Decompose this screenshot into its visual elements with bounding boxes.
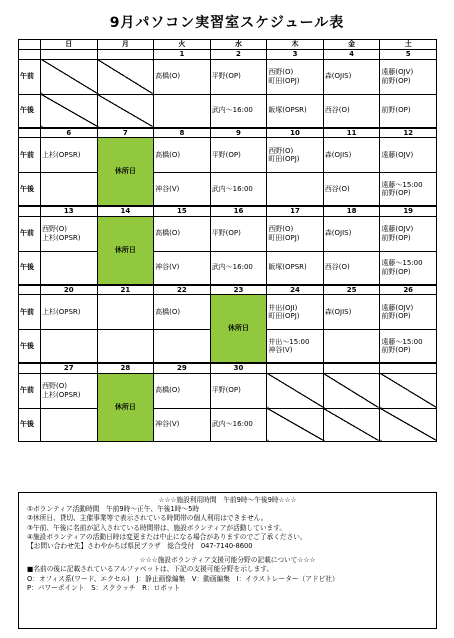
pm-row [19,94,437,128]
schedule-cell [210,94,267,128]
volunteer-entry: 上杉(OPSR) [42,233,81,242]
schedule-cell [380,173,437,207]
weekday-header: 日 [41,40,98,50]
volunteer-entry: 遠藤～15:00 [381,337,423,346]
volunteer-entry: 前野(OP) [381,233,411,242]
volunteer-entry: 西谷(O) [324,106,350,115]
volunteer-entry: 西野(O) [268,68,294,76]
pm-label: 午後 [19,251,41,285]
date-number: 16 [210,206,267,216]
date-number: 22 [154,285,211,295]
weekday-header: 金 [323,40,380,50]
closed-day-cell [210,295,267,364]
date-number [267,363,324,373]
support-item: ■名前の後に記載されているアルファベットは、下記の支援可能分野を示します。 [27,565,274,574]
schedule-cell [41,373,98,408]
schedule-cell [267,216,324,251]
schedule-cell [154,138,211,173]
date-row [19,128,437,138]
date-number: 19 [380,206,437,216]
volunteer-entry: 上杉(OPSR) [42,150,81,159]
weekday-header: 水 [210,40,267,50]
am-row [19,295,437,330]
volunteer-entry: 遠藤～15:00 [381,180,423,189]
date-number: 11 [323,128,380,138]
date-number: 17 [267,206,324,216]
closed-label: 休所日 [114,402,136,411]
volunteer-entry: 森(OJIS) [324,307,352,316]
schedule-cell [210,251,267,285]
volunteer-entry: 遠藤～15:00 [381,259,423,267]
date-number: 30 [210,363,267,373]
am-label: 午前 [19,59,41,94]
volunteer-entry: 高橋(O) [155,229,181,238]
volunteer-entry: 高橋(O) [155,72,181,81]
schedule-table [18,39,437,442]
schedule-cell [380,138,437,173]
row-label-spacer [19,285,41,295]
pm-label: 午後 [19,408,41,441]
volunteer-entry: 西谷(O) [324,184,350,193]
volunteer-entry: 森(OJIS) [324,229,352,238]
schedule-cell [323,251,380,285]
note-item: ④施設ボランティアの活動日時は変更または中止になる場合がありますのでご了承ください。 [27,532,307,541]
schedule-cell [154,373,211,408]
date-number: 18 [323,206,380,216]
pm-label: 午後 [19,330,41,364]
schedule-cell [154,330,211,364]
volunteer-entry: 神谷(V) [155,420,180,429]
date-number: 15 [154,206,211,216]
notes-box [18,492,437,629]
volunteer-entry: 前野(OP) [381,76,411,85]
schedule-cell [154,408,211,441]
volunteer-entry: 飯塚(OPSR) [268,263,307,272]
schedule-cell [41,408,98,441]
schedule-cell [267,138,324,173]
volunteer-entry: 遠藤(OJV) [381,303,414,312]
empty-slot-cell [97,94,154,128]
page-title: 9月パソコン実習室スケジュール表 [109,15,345,31]
weekday-header: 月 [97,40,154,50]
pm-label: 午後 [19,94,41,128]
schedule-cell [210,373,267,408]
pm-label: 午後 [19,173,41,207]
volunteer-entry: 森(OJIS) [324,150,352,159]
note-item: ②休所日、貸切、主催事業等で表示されている時間帯の個人利用はできません。 [27,514,268,523]
date-row [19,50,437,60]
schedule-cell [41,138,98,173]
date-number: 9 [210,128,267,138]
date-number: 21 [97,285,154,295]
weekday-header: 木 [267,40,324,50]
date-number: 23 [210,285,267,295]
volunteer-entry: 平野(OP) [211,72,241,81]
volunteer-entry: 武内～16:00 [211,420,253,429]
volunteer-entry: 西野(O) [42,382,67,390]
closed-day-cell [97,373,154,441]
volunteer-entry: 高橋(O) [155,386,181,395]
volunteer-entry: 武内～16:00 [211,184,253,193]
schedule-cell [41,295,98,330]
volunteer-entry: 前野(OP) [381,106,411,115]
date-number: 28 [97,363,154,373]
date-number [41,50,98,60]
schedule-cell [267,330,324,364]
hours-line: ☆☆☆施設利用時間 午前9時～午後9時☆☆☆ [158,496,297,504]
volunteer-entry: 神谷(V) [155,263,180,272]
schedule-cell [154,94,211,128]
schedule-cell [154,216,211,251]
am-row [19,138,437,173]
support-header: ☆☆☆施設ボランティア支援可能分野の記載について☆☆☆ [139,556,316,565]
pm-row [19,408,437,441]
schedule-cell [97,295,154,330]
date-number: 8 [154,128,211,138]
schedule-cell [267,173,324,207]
empty-slot-cell [97,59,154,94]
date-number: 13 [41,206,98,216]
date-number: 10 [267,128,324,138]
schedule-cell [154,251,211,285]
date-number: 1 [154,50,211,60]
empty-slot-cell [380,373,437,408]
volunteer-entry: 井出(OJI) [268,303,298,312]
volunteer-entry: 森(OJIS) [324,72,352,81]
date-number: 5 [380,50,437,60]
schedule-cell [380,330,437,364]
pm-row [19,173,437,207]
am-row [19,59,437,94]
row-label-spacer [19,50,41,60]
volunteer-entry: 遠藤(OJV) [381,225,414,233]
schedule-cell [380,94,437,128]
empty-slot-cell [323,408,380,441]
weekday-header: 土 [380,40,437,50]
date-number: 24 [267,285,324,295]
volunteer-entry: 町田(OPJ) [268,76,300,85]
empty-slot-cell [323,373,380,408]
schedule-cell [210,138,267,173]
empty-slot-cell [267,408,324,441]
schedule-cell [323,94,380,128]
contact-line: 【お問い合わせ先】さわやかちば県民プラザ 総合受付 047-7140-8600 [27,542,253,551]
schedule-cell [41,251,98,285]
am-row [19,216,437,251]
volunteer-entry: 西野(O) [268,225,294,233]
volunteer-entry: 井出～15:00 [268,337,310,346]
schedule-cell [380,216,437,251]
empty-slot-cell [41,94,98,128]
volunteer-entry: 神谷(V) [268,346,293,354]
volunteer-entry: 西野(O) [268,146,294,155]
volunteer-entry: 前野(OP) [381,189,411,197]
row-label-spacer [19,206,41,216]
schedule-cell [210,59,267,94]
date-number: 2 [210,50,267,60]
date-number: 3 [267,50,324,60]
date-number: 6 [41,128,98,138]
date-number [323,363,380,373]
date-number: 14 [97,206,154,216]
volunteer-entry: 西野(O) [42,225,67,233]
volunteer-entry: 上杉(OPSR) [42,307,81,316]
schedule-cell [210,408,267,441]
date-number: 26 [380,285,437,295]
schedule-cell [210,173,267,207]
schedule-cell [323,59,380,94]
date-number: 29 [154,363,211,373]
schedule-cell [323,138,380,173]
am-label: 午前 [19,373,41,408]
volunteer-entry: 神谷(V) [155,184,180,193]
volunteer-entry: 町田(OPJ) [268,233,300,242]
closed-label: 休所日 [114,167,136,176]
schedule-cell [267,251,324,285]
schedule-cell [380,251,437,285]
volunteer-entry: 前野(OP) [381,312,411,320]
date-number: 12 [380,128,437,138]
row-label-spacer [19,363,41,373]
weekday-header: 火 [154,40,211,50]
schedule-cell [267,59,324,94]
schedule-cell [154,173,211,207]
empty-slot-cell [267,373,324,408]
volunteer-entry: 高橋(O) [155,150,181,159]
schedule-cell [380,295,437,330]
volunteer-entry: 平野(OP) [211,386,241,395]
date-number [97,50,154,60]
schedule-cell [41,216,98,251]
note-item: ③午前、午後に名前が記入されている時間帯は、施設ボランティアが活動しています。 [27,523,287,532]
row-label-spacer [19,128,41,138]
closed-day-cell [97,216,154,285]
volunteer-entry: 町田(OPJ) [268,312,300,320]
closed-day-cell [97,138,154,207]
schedule-cell [267,295,324,330]
closed-label: 休所日 [227,324,249,333]
schedule-cell [323,173,380,207]
corner-cell [19,40,41,50]
volunteer-entry: 武内～16:00 [211,263,253,272]
pm-row [19,251,437,285]
date-number: 4 [323,50,380,60]
volunteer-entry: 町田(OPJ) [268,155,300,163]
schedule-cell [97,330,154,364]
volunteer-entry: 遠藤(OJV) [381,68,414,76]
weekday-header-row [19,40,437,50]
schedule-cell [41,173,98,207]
schedule-cell [380,59,437,94]
date-row [19,206,437,216]
volunteer-entry: 飯塚(OPSR) [268,106,307,115]
empty-slot-cell [41,59,98,94]
date-row [19,285,437,295]
date-number [380,363,437,373]
schedule-cell [154,295,211,330]
date-number: 20 [41,285,98,295]
note-item: ①ボランティア活動時間 午前9時～正午、午後1時～5時 [27,505,200,514]
volunteer-entry: 平野(OP) [211,150,241,159]
support-item: P：パワーポイント S：スクラッチ R：ロボット [27,583,181,592]
volunteer-entry: 武内～16:00 [211,106,253,115]
schedule-cell [323,295,380,330]
schedule-cell [210,216,267,251]
schedule-cell [323,330,380,364]
date-row [19,363,437,373]
volunteer-entry: 平野(OP) [211,229,241,238]
schedule-cell [41,330,98,364]
am-label: 午前 [19,138,41,173]
date-number: 27 [41,363,98,373]
date-number: 7 [97,128,154,138]
schedule-cell [154,59,211,94]
volunteer-entry: 前野(OP) [381,346,411,354]
date-number: 25 [323,285,380,295]
volunteer-entry: 西谷(O) [324,263,350,272]
am-row [19,373,437,408]
volunteer-entry: 遠藤(OJV) [381,150,414,159]
volunteer-entry: 上杉(OPSR) [42,390,81,399]
volunteer-entry: 高橋(O) [155,307,181,316]
am-label: 午前 [19,295,41,330]
support-item: O：オフィス系(ワード、エクセル) J：静止画像編集 V：動画編集 I：イラストレーター（アドビ社） [27,574,339,583]
am-label: 午前 [19,216,41,251]
volunteer-entry: 前野(OP) [381,267,411,276]
closed-label: 休所日 [114,245,136,254]
schedule-cell [267,94,324,128]
schedule-cell [323,216,380,251]
empty-slot-cell [380,408,437,441]
